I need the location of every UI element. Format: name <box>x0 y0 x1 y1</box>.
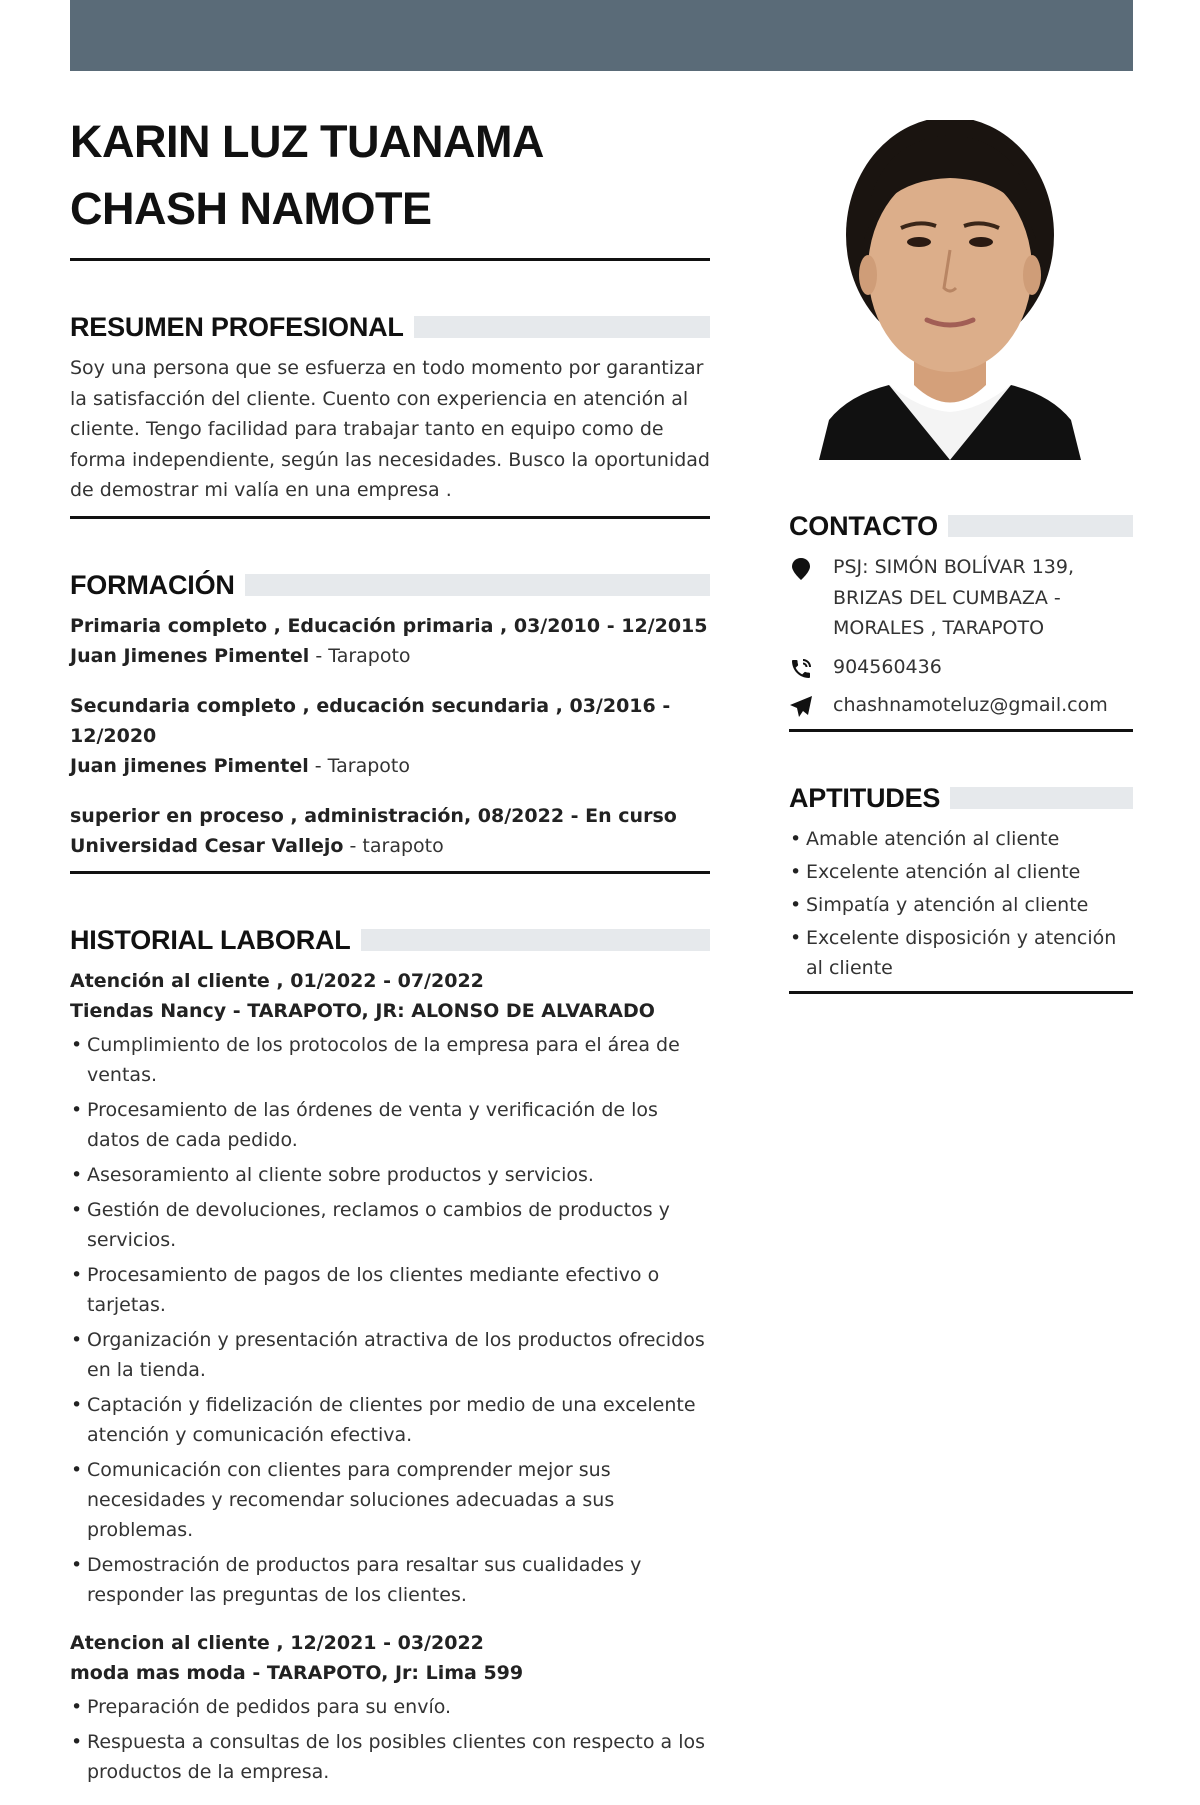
section-title: HISTORIAL LABORAL <box>70 924 351 955</box>
right-column <box>789 120 1133 994</box>
education-location: - tarapoto <box>343 834 444 857</box>
candidate-name: KARIN LUZ TUANAMA CHASH NAMOTE <box>70 116 543 234</box>
list-item: • Procesamiento de pagos de los clientes mediante efectivo o tarjetas. <box>70 1260 710 1320</box>
list-item: • Simpatía y atención al cliente <box>789 890 1133 920</box>
education-degree: Primaria completo , Educación primaria , 03/2010 - 12/2015 <box>70 614 708 637</box>
divider <box>789 991 1133 994</box>
education-degree: Secundaria completo , educación secundaria , 03/2016 - 12/2020 <box>70 694 671 747</box>
contact-email-row <box>789 690 1133 721</box>
section-title: FORMACIÓN <box>70 569 235 600</box>
education-school: Juan Jimenes Pimentel <box>70 644 310 667</box>
list-item: • Procesamiento de las órdenes de venta y verificación de los datos de cada pedido. <box>70 1095 710 1155</box>
list-item: • Organización y presentación atractiva de los productos ofrecidos en la tienda. <box>70 1325 710 1385</box>
contact-phone-row <box>789 652 1133 683</box>
work-history-section <box>70 874 710 1787</box>
education-school-line <box>70 831 710 861</box>
job-role: Atención al cliente <box>70 969 270 992</box>
job-entry <box>70 1628 710 1787</box>
contact-section <box>789 460 1133 732</box>
skills-section <box>789 732 1133 994</box>
paper-plane-icon <box>789 690 833 719</box>
section-header <box>70 924 710 956</box>
top-header-bar <box>70 0 1133 71</box>
education-section <box>70 519 710 874</box>
summary-section <box>70 261 710 519</box>
section-header <box>789 782 1133 814</box>
job-dates: , 12/2021 - 03/2022 <box>269 1631 484 1654</box>
section-title: CONTACTO <box>789 511 938 541</box>
job-company: moda mas moda - TARAPOTO, Jr: Lima 599 <box>70 1661 524 1684</box>
education-entry <box>70 801 710 861</box>
job-entry <box>70 966 710 1610</box>
job-company: Tiendas Nancy - TARAPOTO, JR: ALONSO DE ALVARADO <box>70 999 655 1022</box>
education-entry <box>70 611 710 671</box>
education-degree: superior en proceso , administración, 08/2022 - En curso <box>70 804 677 827</box>
education-school: Juan jimenes Pimentel <box>70 754 309 777</box>
section-title: APTITUDES <box>789 782 941 813</box>
list-item: • Asesoramiento al cliente sobre productos y servicios. <box>70 1160 710 1190</box>
job-duties-list <box>70 1030 710 1610</box>
contact-phone: 904560436 <box>833 655 942 678</box>
location-pin-icon <box>789 552 833 581</box>
section-header <box>70 569 710 601</box>
skills-list <box>789 824 1133 983</box>
section-header <box>70 311 710 343</box>
education-entry <box>70 691 710 781</box>
list-item: • Demostración de productos para resaltar sus cualidades y responder las preguntas de los clientes. <box>70 1550 710 1610</box>
job-dates: , 01/2022 - 07/2022 <box>269 969 484 992</box>
list-item: • Excelente disposición y atención al cliente <box>789 923 1133 983</box>
job-title-line <box>70 1628 710 1658</box>
list-item: • Respuesta a consultas de los posibles clientes con respecto a los productos de la empresa. <box>70 1727 710 1787</box>
list-item: • Excelente atención al cliente <box>789 857 1133 887</box>
section-title-bar <box>245 574 710 596</box>
phone-icon <box>789 652 833 681</box>
profile-photo <box>809 120 1091 460</box>
section-title-bar <box>414 316 710 338</box>
section-title-bar <box>948 515 1133 537</box>
section-title-bar <box>950 787 1133 809</box>
education-school-line <box>70 751 710 781</box>
list-item: • Cumplimiento de los protocolos de la empresa para el área de ventas. <box>70 1030 710 1090</box>
job-role: Atencion al cliente <box>70 1631 270 1654</box>
section-title-bar <box>361 929 710 951</box>
list-item: • Amable atención al cliente <box>789 824 1133 854</box>
job-title-line <box>70 966 710 996</box>
contact-email[interactable]: chashnamoteluz@gmail.com <box>833 694 1108 716</box>
education-location: - Tarapoto <box>308 754 410 777</box>
job-duties-list <box>70 1692 710 1787</box>
list-item: • Captación y fidelización de clientes por medio de una excelente atención y comunicación efectiva. <box>70 1390 710 1450</box>
section-title: RESUMEN PROFESIONAL <box>70 312 404 342</box>
summary-text: Soy una persona que se esfuerza en todo momento por garantizar la satisfacción del cliente. Cuento con experiencia en atención al cliente. Tengo facilidad para trabajar tanto en equipo como de forma independiente, según las necesidades. Busco la oportunidad de demostrar mi valía en una empresa . <box>70 357 710 501</box>
education-location: - Tarapoto <box>309 644 411 667</box>
contact-address: PSJ: SIMÓN BOLÍVAR 139, BRIZAS DEL CUMBAZA -MORALES , TARAPOTO <box>833 556 1074 639</box>
contact-address-row <box>789 552 1133 644</box>
list-item: • Preparación de pedidos para su envío. <box>70 1692 710 1722</box>
list-item: • Comunicación con clientes para comprender mejor sus necesidades y recomendar soluciones adecuadas a sus problemas. <box>70 1455 710 1545</box>
left-column <box>70 108 710 1805</box>
section-header <box>789 510 1133 542</box>
list-item: • Gestión de devoluciones, reclamos o cambios de productos y servicios. <box>70 1195 710 1255</box>
education-school-line <box>70 641 710 671</box>
education-school: Universidad Cesar Vallejo <box>70 834 344 857</box>
